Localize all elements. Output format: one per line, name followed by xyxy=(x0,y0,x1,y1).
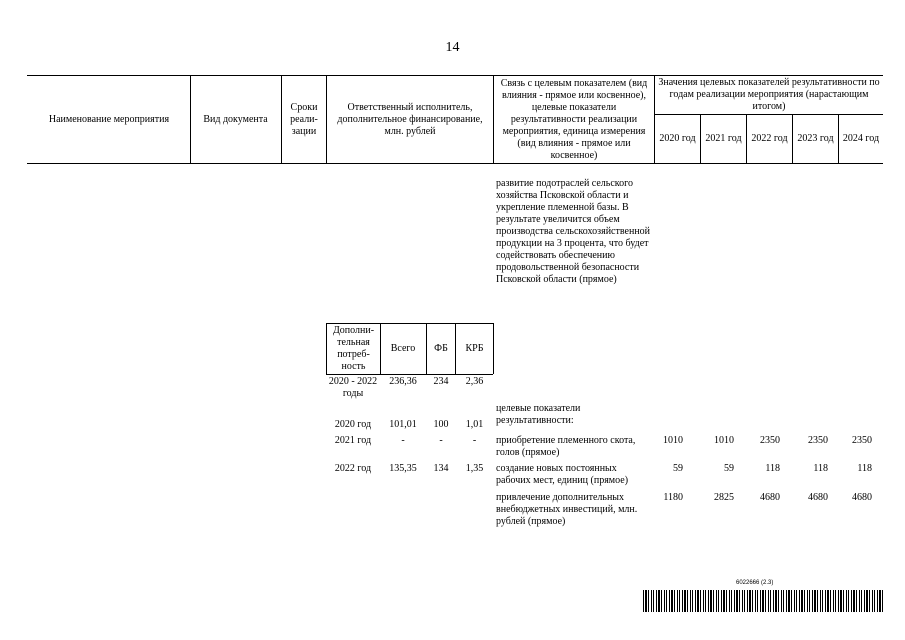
finance-krb: 1,35 xyxy=(465,463,484,474)
col-header-values: Значения целевых показателей результативности по годам реализации мероприятия (нарастающим итогом) xyxy=(658,76,880,112)
finance-total: 101,01 xyxy=(389,419,417,430)
col-divider xyxy=(493,75,494,163)
year-header: 2022 год xyxy=(751,132,788,144)
indicator-value: 4680 xyxy=(808,492,828,503)
finance-period: 2021 год xyxy=(334,435,372,446)
year-header: 2024 год xyxy=(842,132,880,144)
indicator-value: 2350 xyxy=(852,435,872,446)
finance-bottom-rule xyxy=(326,374,493,375)
indicator-value: 4680 xyxy=(760,492,780,503)
year-header: 2020 год xyxy=(659,132,696,144)
indicator-value: 59 xyxy=(673,463,683,474)
col-header-link: Связь с целевым показателем (вид влияния - прямое или косвенное), целевые показатели результативности реализации мероприятия, единица измерения (вид влияния - прямое или косвенное) xyxy=(500,77,648,161)
barcode xyxy=(643,590,883,612)
finance-krb: 1,01 xyxy=(465,419,484,430)
indicator-value: 2350 xyxy=(760,435,780,446)
finance-krb: 2,36 xyxy=(465,376,484,387)
finance-divider xyxy=(326,323,327,374)
finance-header-fb: ФБ xyxy=(434,343,448,354)
finance-fb: 234 xyxy=(433,376,449,387)
finance-period: 2022 год xyxy=(334,463,372,474)
col-header-name: Наименование мероприятия xyxy=(48,113,170,125)
year-header: 2023 год xyxy=(797,132,834,144)
finance-fb: 100 xyxy=(433,419,449,430)
indicator-value: 2350 xyxy=(808,435,828,446)
header-bottom-rule xyxy=(27,163,883,164)
finance-period: 2020 год xyxy=(334,419,372,430)
col-divider xyxy=(281,75,282,163)
finance-header-krb: КРБ xyxy=(465,343,484,354)
indicator-value: 118 xyxy=(813,463,828,474)
page-number: 14 xyxy=(445,40,460,55)
indicator-label: привлечение дополнительных внебюджетных инвестиций, млн. рублей (прямое) xyxy=(496,492,638,527)
finance-header-total: Всего xyxy=(390,343,416,354)
finance-fb: 134 xyxy=(433,463,449,474)
col-divider xyxy=(190,75,191,163)
col-header-doc: Вид документа xyxy=(203,113,268,125)
measure-description: развитие подотраслей сельского хозяйства Псковской области и укрепление племенной базы. В результате увеличится объем производства сельскохозяйственной продукции на 3 процента, что будет содействовать обеспечению продовольственной безопасности Псковской области (прямое) xyxy=(496,178,651,285)
indicator-value: 118 xyxy=(857,463,872,474)
finance-krb: - xyxy=(472,435,477,446)
col-header-terms: Сроки реали-зации xyxy=(290,101,318,137)
indicator-value: 2825 xyxy=(714,492,734,503)
indicator-value: 1010 xyxy=(663,435,683,446)
year-header: 2021 год xyxy=(705,132,742,144)
indicator-label: создание новых постоянных рабочих мест, единиц (прямое) xyxy=(496,463,629,486)
barcode-label: 6022666 (2.3) xyxy=(736,580,774,586)
col-divider xyxy=(326,75,327,163)
indicator-value: 4680 xyxy=(852,492,872,503)
indicator-value: 1180 xyxy=(663,492,683,503)
finance-fb: - xyxy=(439,435,443,446)
finance-header-need: Дополни-тельная потреб-ность xyxy=(332,325,375,372)
indicator-value: 59 xyxy=(724,463,734,474)
indicator-value: 1010 xyxy=(714,435,734,446)
finance-period: 2020 - 2022 годы xyxy=(328,376,378,399)
indicators-title: целевые показатели результативности: xyxy=(496,403,581,426)
finance-divider xyxy=(493,323,494,374)
finance-total: 135,35 xyxy=(389,463,417,474)
indicator-value: 118 xyxy=(765,463,780,474)
finance-total: - xyxy=(401,435,405,446)
col-header-responsible: Ответственный исполнитель, дополнительное финансирование, млн. рублей xyxy=(337,101,483,137)
finance-total: 236,36 xyxy=(389,376,417,387)
indicator-label: приобретение племенного скота, голов (прямое) xyxy=(496,435,636,458)
